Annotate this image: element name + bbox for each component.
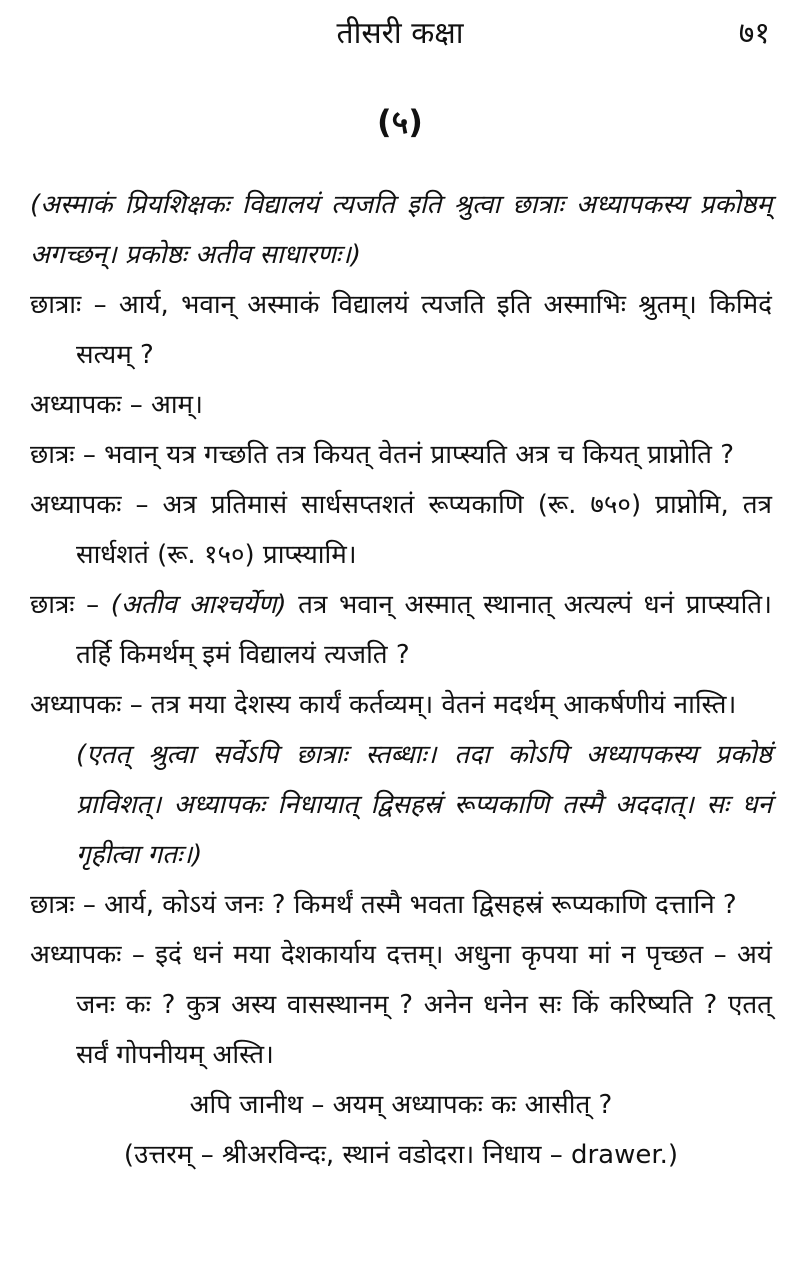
speaker-label: अध्यापकः – [30,490,149,520]
dialogue-line-3 [30,430,772,480]
mid-stage-direction: (एतत् श्रुत्वा सर्वेऽपि छात्राः स्तब्धाः। तदा कोऽपि अध्यापकस्य प्रकोष्ठं प्राविशत्। अध्यापकः निधायात् द्विसहस्रं रूप्यकाणि तस्मै अददात्। सः धनं गृहीत्वा गतः।) [76,740,772,870]
dialogue-line-2 [30,380,772,430]
speaker-label: अध्यापकः – [30,390,143,420]
dialogue-text [30,180,772,1180]
dialogue-text-8: इदं धनं मया देशकार्याय दत्तम्। अधुना कृपया मां न पृच्छत – अयं जनः कः ? कुत्र अस्य वासस्थानम् ? अनेन धनेन सः किं करिष्यति ? एतत् सर्वं गोपनीयम् अस्ति। [76,940,772,1070]
speaker-label: छात्रः – [30,590,100,620]
speaker-label: अध्यापकः – [30,690,143,720]
section-number: (५) [377,103,423,141]
dialogue-text-6: तत्र मया देशस्य कार्यं कर्तव्यम्। वेतनं मदर्थम् आकर्षणीयं नास्ति। [142,690,737,720]
dialogue-line-1 [30,280,772,380]
dialogue-line-7 [30,880,772,930]
speaker-label: छात्रः – [30,890,96,920]
running-header-title: तीसरी कक्षा [336,16,464,51]
dialogue-line-6 [30,680,772,730]
dialogue-text-4: अत्र प्रतिमासं सार्धसप्तशतं रूप्यकाणि (रू. ७५०) प्राप्नोमि, तत्र सार्धशतं (रू. १५०) प्राप्स्यामि। [76,490,772,570]
dialogue-text-3: भवान् यत्र गच्छति तत्र कियत् वेतनं प्राप्स्यति अत्र च कियत् प्राप्नोति ? [95,440,734,470]
inline-stage-direction: (अतीव आश्चर्येण) [99,590,287,620]
dialogue-line-4 [30,480,772,580]
intro-stage-direction: (अस्माकं प्रियशिक्षकः विद्यालयं त्यजति इति श्रुत्वा छात्राः अध्यापकस्य प्रकोष्ठम् अगच्छन्। प्रकोष्ठः अतीव साधारणः।) [30,190,772,270]
dialogue-text-2: आम्। [142,390,203,420]
closing-question: अपि जानीथ – अयम् अध्यापकः कः आसीत् ? [189,1090,613,1120]
speaker-label: छात्रः – [30,440,96,470]
dialogue-text-1: आर्य, भवान् अस्माकं विद्यालयं त्यजति इति अस्माभिः श्रुतम्। किमिदं सत्यम् ? [76,290,772,370]
speaker-label: अध्यापकः – [30,940,145,970]
dialogue-line-8 [30,930,772,1080]
dialogue-line-5 [30,580,772,680]
dialogue-text-5: तत्र भवान् अस्मात् स्थानात् अत्यल्पं धनं प्राप्स्यति। तर्हि किमर्थम् इमं विद्यालयं त्यजति ? [76,590,772,670]
speaker-label: छात्राः – [30,290,107,320]
answer-note: (उत्तरम् – श्रीअरविन्दः, स्थानं वडोदरा। निधाय – drawer.) [123,1140,679,1170]
dialogue-text-7: आर्य, कोऽयं जनः ? किमर्थं तस्मै भवता द्विसहस्रं रूप्यकाणि दत्तानि ? [95,890,737,920]
page-number: ७१ [738,16,770,51]
